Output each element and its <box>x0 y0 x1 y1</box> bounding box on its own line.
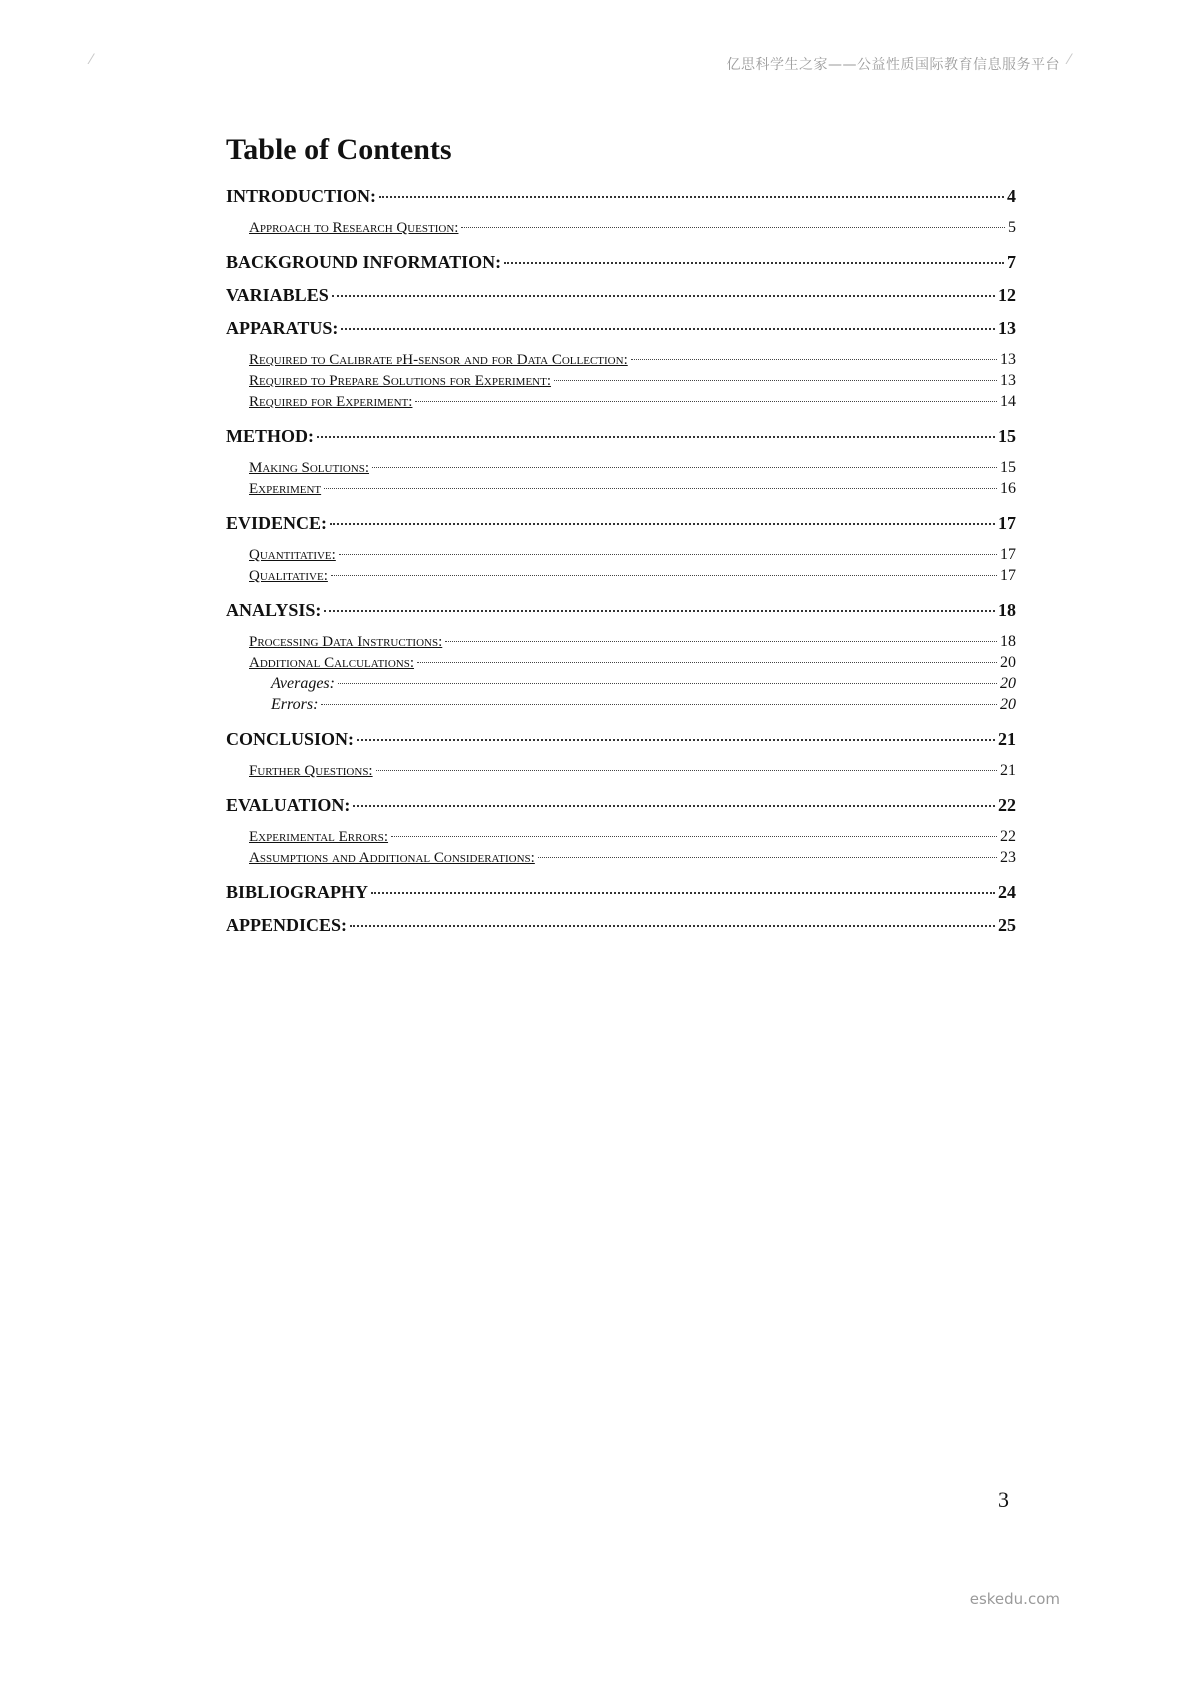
dot-leader <box>538 857 997 858</box>
toc-entry-label: Quantitative: <box>249 547 336 563</box>
toc-entry-label: APPENDICES: <box>226 915 348 935</box>
toc-entry <box>226 654 1016 672</box>
dot-leader <box>379 196 1004 198</box>
toc-entry-label: Experimental Errors: <box>249 829 389 845</box>
toc-entry-page: 13 <box>998 318 1016 338</box>
toc-entry <box>226 795 1016 816</box>
dot-leader <box>371 892 995 894</box>
toc-entry <box>226 186 1016 207</box>
toc-entry-page: 25 <box>998 915 1016 935</box>
dot-leader <box>350 925 995 927</box>
toc-entry <box>226 252 1016 273</box>
toc-entry <box>226 675 1016 693</box>
toc-entry <box>226 828 1016 846</box>
toc-entry-label: Qualitative: <box>249 568 328 584</box>
toc-entry-label: ANALYSIS: <box>226 600 322 620</box>
dot-leader <box>321 704 997 705</box>
toc-entry-label: Required for Experiment: <box>249 394 413 410</box>
toc-entry-label: METHOD: <box>226 426 314 446</box>
dot-leader <box>341 328 995 330</box>
toc-entry-page: 15 <box>998 426 1016 446</box>
toc-entry-label: Errors: <box>271 696 319 713</box>
toc-title: Table of Contents <box>226 133 452 166</box>
dot-leader <box>415 401 997 402</box>
dot-leader <box>504 262 1004 264</box>
toc-entry-page: 22 <box>998 795 1016 815</box>
toc-entry <box>226 729 1016 750</box>
toc-entry <box>226 762 1016 780</box>
toc-entry-page: 5 <box>1008 219 1016 236</box>
toc-entry-page: 15 <box>1000 459 1016 476</box>
toc-entry-label: Additional Calculations: <box>249 655 415 671</box>
toc-entry-page: 17 <box>998 513 1016 533</box>
toc-entry <box>226 285 1016 306</box>
toc-entry-page: 14 <box>1000 393 1016 410</box>
toc-entry <box>226 318 1016 339</box>
dot-leader <box>339 554 997 555</box>
toc-entry-page: 18 <box>1000 633 1016 650</box>
dot-leader <box>324 610 995 612</box>
toc-entry-page: 12 <box>998 285 1016 305</box>
toc-entry-label: EVALUATION: <box>226 795 351 815</box>
toc-entry-page: 20 <box>1000 654 1016 671</box>
watermark-footer: eskedu.com <box>969 1590 1060 1608</box>
toc-entry-page: 17 <box>1000 567 1016 584</box>
toc-entry-label: Approach to Research Question: <box>249 220 459 236</box>
dot-leader <box>372 467 997 468</box>
toc-entry-page: 17 <box>1000 546 1016 563</box>
toc-entry-page: 22 <box>1000 828 1016 845</box>
toc-entry <box>226 546 1016 564</box>
toc-entry-label: Required to Calibrate pH-sensor and for Data Collection: <box>249 352 628 368</box>
toc-entry <box>226 882 1016 903</box>
toc-entry <box>226 915 1016 936</box>
toc-entry <box>226 372 1016 390</box>
toc-entry-label: APPARATUS: <box>226 318 339 338</box>
dot-leader <box>445 641 997 642</box>
dot-leader <box>353 805 995 807</box>
dot-leader <box>376 770 997 771</box>
dot-leader <box>417 662 997 663</box>
toc-entry-page: 20 <box>1000 696 1016 713</box>
toc-entry <box>226 633 1016 651</box>
dot-leader <box>338 683 997 684</box>
dot-leader <box>330 523 995 525</box>
toc-entry <box>226 513 1016 534</box>
toc-entry-page: 20 <box>1000 675 1016 692</box>
toc-entry <box>226 696 1016 714</box>
toc-entry <box>226 393 1016 411</box>
toc-entry-page: 7 <box>1007 252 1016 272</box>
dot-leader <box>331 575 997 576</box>
toc-entry-label: Making Solutions: <box>249 460 370 476</box>
toc-entry-page: 18 <box>998 600 1016 620</box>
toc-entry-page: 21 <box>1000 762 1016 779</box>
toc-entry-label: INTRODUCTION: <box>226 186 377 206</box>
toc-entry-label: Required to Prepare Solutions for Experiment: <box>249 373 552 389</box>
toc-entry <box>226 480 1016 498</box>
page-number: 3 <box>998 1487 1009 1512</box>
toc-entry-page: 4 <box>1007 186 1016 206</box>
dot-leader <box>631 359 997 360</box>
toc-entry-label: EVIDENCE: <box>226 513 328 533</box>
toc-entry-page: 16 <box>1000 480 1016 497</box>
scan-speck: ⁄ <box>1068 52 1071 68</box>
toc-entry <box>226 567 1016 585</box>
dot-leader <box>554 380 997 381</box>
toc-entry-label: Experiment <box>249 481 322 497</box>
toc-entry-page: 23 <box>1000 849 1016 866</box>
toc-entry-page: 24 <box>998 882 1016 902</box>
toc-entry-page: 13 <box>1000 351 1016 368</box>
toc-entry-label: Assumptions and Additional Considerations: <box>249 850 535 866</box>
toc-entry-label: CONCLUSION: <box>226 729 355 749</box>
toc-entry <box>226 459 1016 477</box>
toc-entry-label: Further Questions: <box>249 763 373 779</box>
toc-entry-page: 13 <box>1000 372 1016 389</box>
toc-entry-label: Processing Data Instructions: <box>249 634 443 650</box>
toc-entry-label: BIBLIOGRAPHY <box>226 882 369 902</box>
scan-speck: ⁄ <box>90 52 93 68</box>
toc-entry <box>226 426 1016 447</box>
dot-leader <box>391 836 997 837</box>
toc-entry <box>226 351 1016 369</box>
dot-leader <box>317 436 995 438</box>
toc-entry <box>226 219 1016 237</box>
toc-entry <box>226 849 1016 867</box>
toc-entry-label: BACKGROUND INFORMATION: <box>226 252 502 272</box>
toc-entry-page: 21 <box>998 729 1016 749</box>
dot-leader <box>461 227 1005 228</box>
dot-leader <box>332 295 995 297</box>
toc-entry-label: VARIABLES <box>226 285 329 305</box>
dot-leader <box>357 739 995 741</box>
watermark-header: 亿思科学生之家——公益性质国际教育信息服务平台 <box>726 57 1060 73</box>
toc-entry <box>226 600 1016 621</box>
dot-leader <box>324 488 997 489</box>
toc-entry-label: Averages: <box>271 675 335 692</box>
